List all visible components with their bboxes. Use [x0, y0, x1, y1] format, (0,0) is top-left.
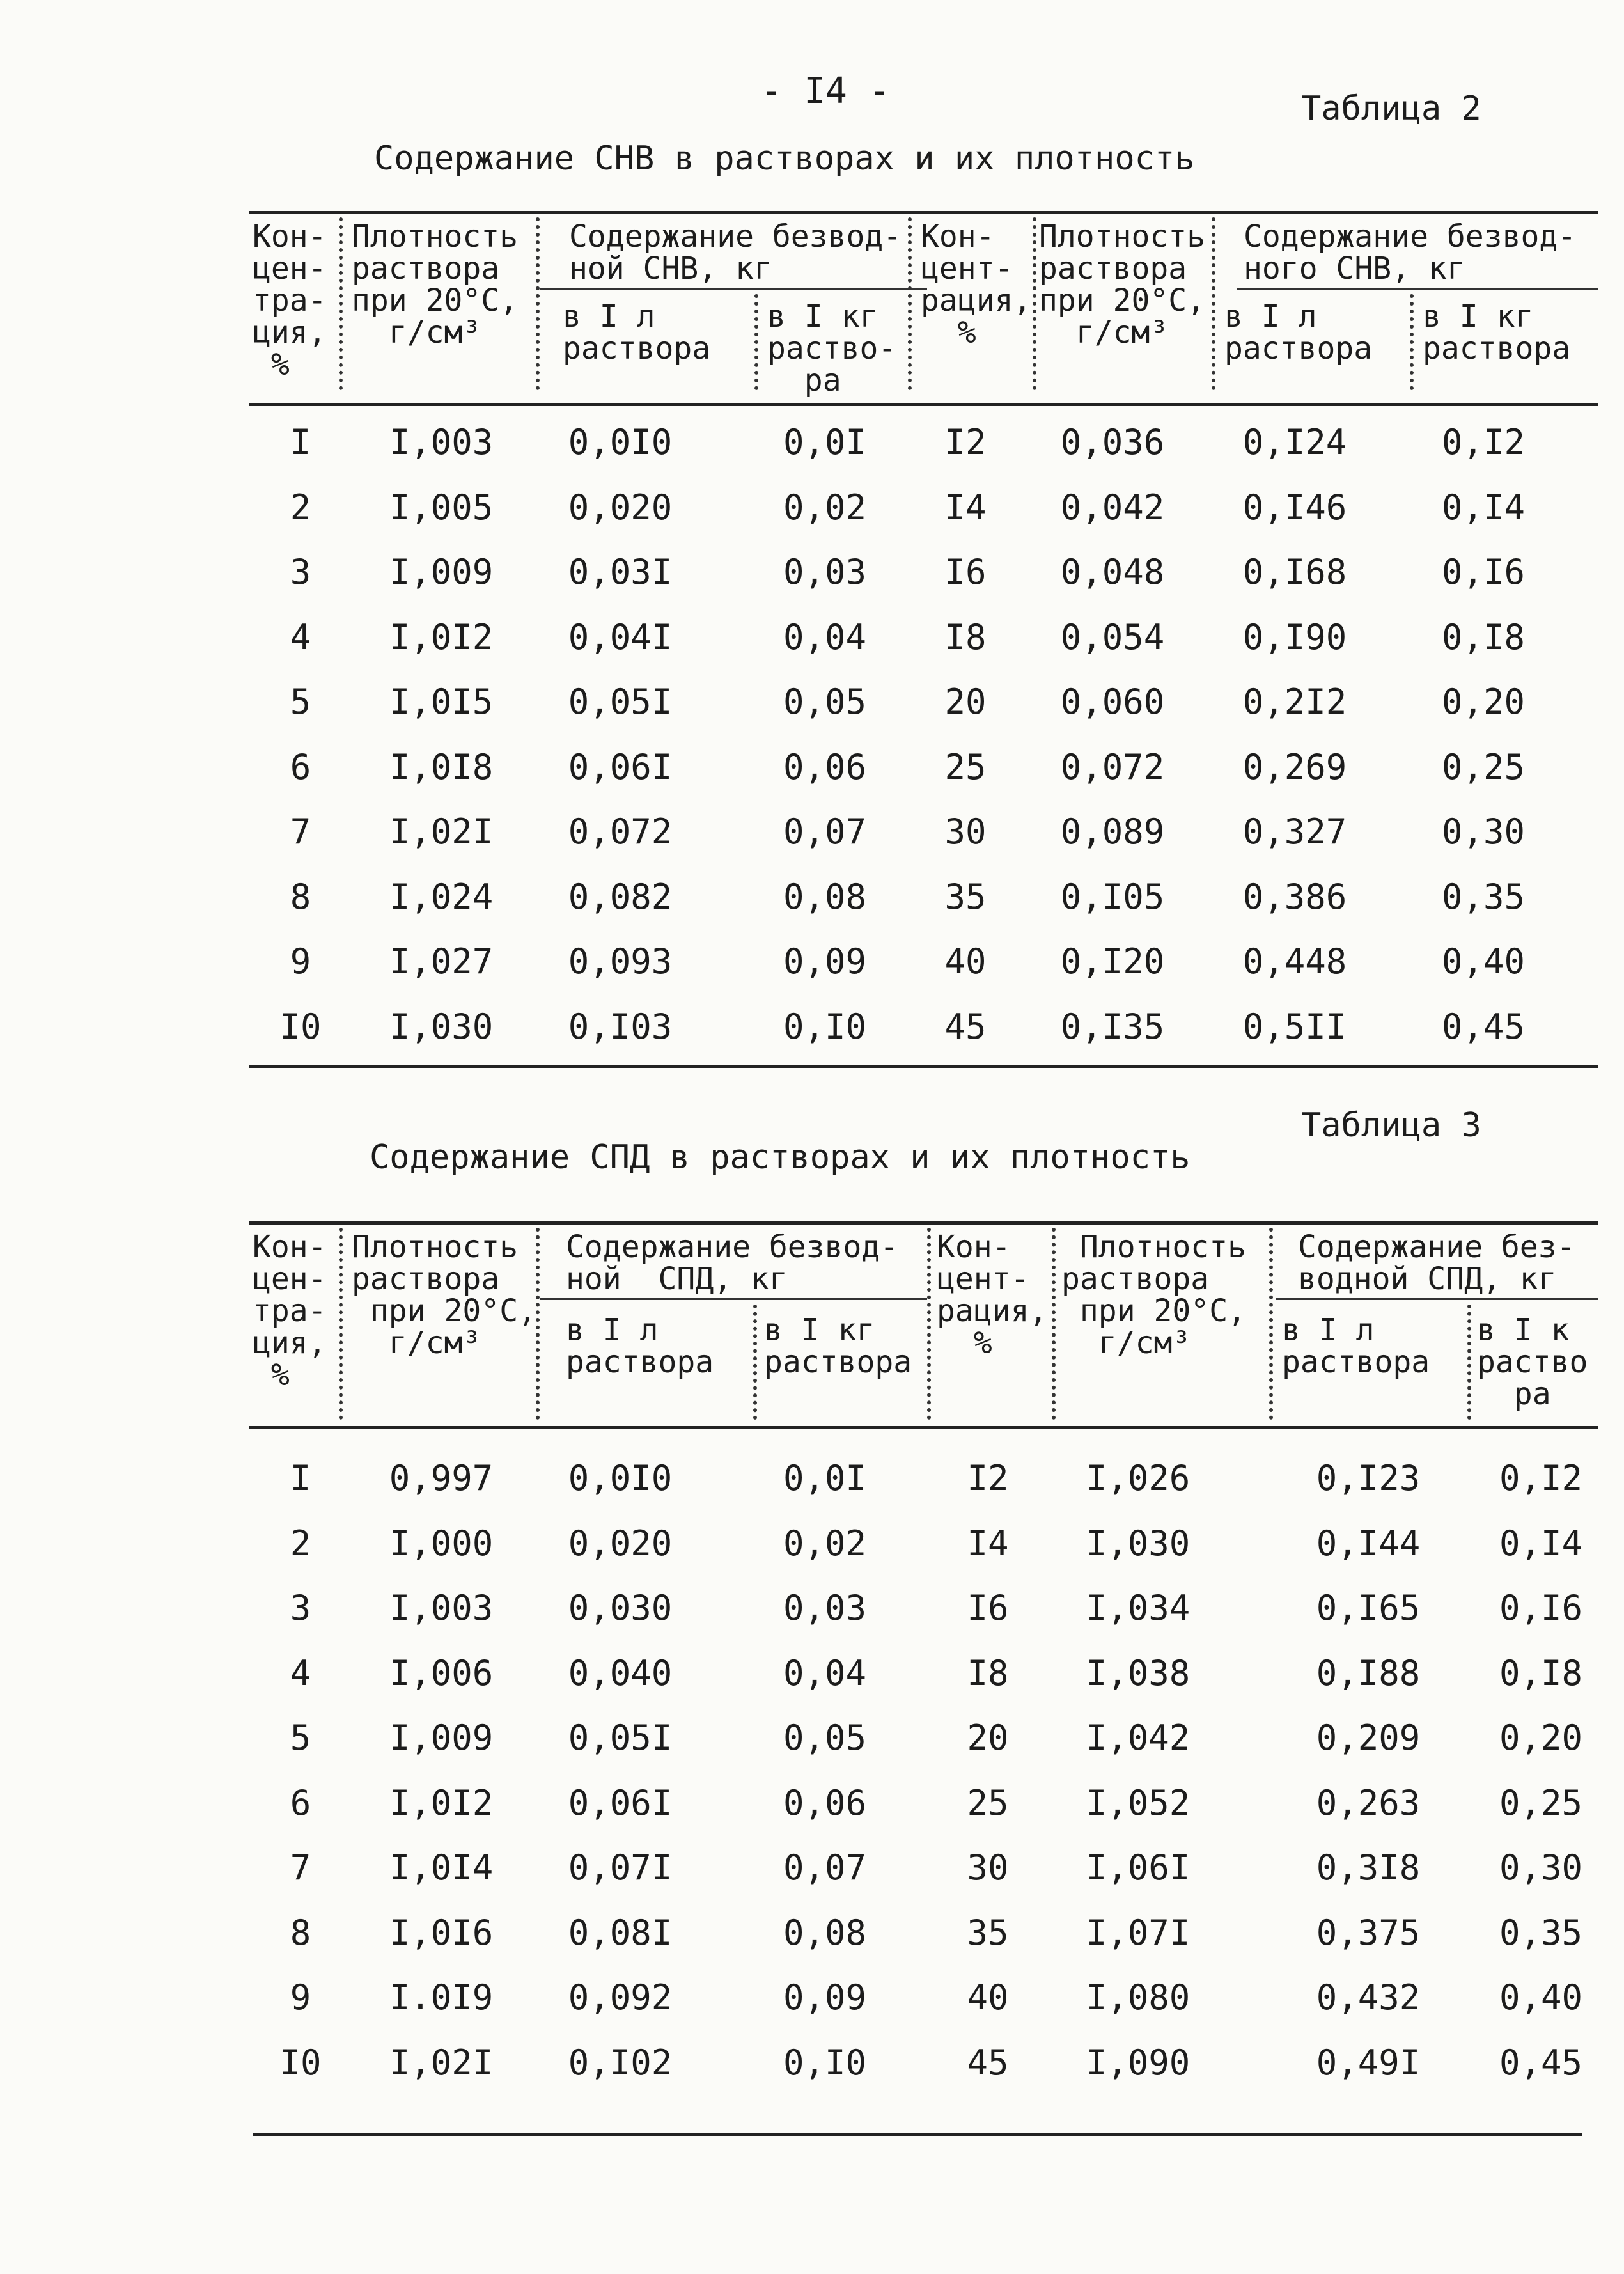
- table-cell: 0,I8: [1499, 1652, 1583, 1693]
- table-cell: 0,05I: [568, 1718, 673, 1758]
- table-3-title: Содержание СПД в растворах и их плотность: [370, 1138, 1191, 1177]
- table-cell: I,02I: [389, 2042, 494, 2083]
- table-cell: 0,I6: [1499, 1588, 1583, 1628]
- table-cell: 0,49I: [1316, 2042, 1421, 2083]
- table-cell: 0,I2: [1499, 1458, 1583, 1498]
- table-2-col-divider: [908, 217, 912, 390]
- table-cell: 0,040: [568, 1652, 673, 1693]
- table-2-header-concentration: Кон- цен- тра- ция, %: [253, 219, 327, 382]
- table-cell: 5: [290, 1718, 311, 1758]
- table-cell: I,0I2: [389, 1782, 494, 1823]
- table-cell: 0,I0: [783, 1006, 867, 1047]
- table-cell: 40: [967, 1977, 1009, 2018]
- table-cell: 0,0I: [783, 1458, 867, 1498]
- table-cell: I,027: [389, 941, 494, 982]
- page-number: - I4 -: [761, 70, 891, 112]
- table-cell: 0,072: [568, 812, 673, 852]
- table-cell: I,034: [1086, 1588, 1191, 1628]
- table-cell: 0,07I: [568, 1847, 673, 1888]
- table-cell: 25: [944, 746, 987, 787]
- table-cell: I0: [279, 2042, 322, 2083]
- table-cell: 0,04: [783, 616, 867, 657]
- table-cell: 0,04I: [568, 616, 673, 657]
- table-cell: 8: [290, 876, 311, 917]
- table-cell: 0,386: [1242, 876, 1347, 917]
- table-cell: 20: [967, 1718, 1009, 1758]
- table-2-header-per-liter: в I л раствора: [563, 299, 711, 366]
- table-2-header-content-group: Содержание безвод- ной СНВ, кг: [569, 219, 902, 286]
- table-cell: 0,036: [1060, 422, 1165, 462]
- table-3-header-density-2: Плотность раствора при 20°С, г/см³: [1061, 1229, 1246, 1361]
- table-cell: I,090: [1086, 2042, 1191, 2083]
- table-cell: 0,I46: [1242, 487, 1347, 528]
- table-cell: 0,I44: [1316, 1523, 1421, 1564]
- table-cell: 0,I2: [1441, 422, 1526, 462]
- table-cell: 5: [290, 682, 311, 722]
- table-2-title: Содержание СНВ в растворах и их плотность: [374, 139, 1195, 178]
- table-cell: 0,0I: [783, 422, 867, 462]
- table-cell: 0,I24: [1242, 422, 1347, 462]
- table-3-bottom-rule: [253, 2133, 1582, 2136]
- table-cell: 9: [290, 1977, 311, 2018]
- table-cell: 3: [290, 1588, 311, 1628]
- table-cell: I,02I: [389, 812, 494, 852]
- table-2-header-per-kg-2: в I кг раствора: [1423, 299, 1571, 366]
- table-cell: 4: [290, 1652, 311, 1693]
- table-cell: 0,3I8: [1316, 1847, 1421, 1888]
- table-cell: 30: [967, 1847, 1009, 1888]
- table-2-col-divider: [1410, 294, 1414, 390]
- table-cell: 0,45: [1499, 2042, 1583, 2083]
- table-cell: 0,030: [568, 1588, 673, 1628]
- table-cell: 0,08: [783, 876, 867, 917]
- table-3-subheader-rule-right: [1276, 1298, 1598, 1300]
- table-2-header-density-2: Плотность раствора при 20°С, г/см³: [1039, 219, 1206, 350]
- table-cell: 0,042: [1060, 487, 1165, 528]
- table-cell: 0,25: [1441, 746, 1526, 787]
- table-cell: I,07I: [1086, 1912, 1191, 1953]
- table-cell: 0,09: [783, 1977, 867, 2018]
- table-cell: I,003: [389, 1588, 494, 1628]
- table-2-header-bottom-rule: [249, 403, 1598, 406]
- table-3-col-divider: [1269, 1228, 1273, 1420]
- table-cell: I,052: [1086, 1782, 1191, 1823]
- table-3-col-divider: [1052, 1228, 1056, 1420]
- table-cell: 0,2I2: [1242, 682, 1347, 722]
- table-cell: 25: [967, 1782, 1009, 1823]
- table-cell: I,042: [1086, 1718, 1191, 1758]
- table-cell: I: [290, 422, 311, 462]
- table-cell: 0,060: [1060, 682, 1165, 722]
- table-cell: 0,072: [1060, 746, 1165, 787]
- table-cell: 9: [290, 941, 311, 982]
- table-cell: 0,054: [1060, 616, 1165, 657]
- table-3-header-per-liter: в I л раствора: [566, 1312, 714, 1380]
- table-cell: 0,092: [568, 1977, 673, 2018]
- table-cell: I,0I4: [389, 1847, 494, 1888]
- table-cell: I,026: [1086, 1458, 1191, 1498]
- table-3-header-concentration-2: Кон- цент- рация, %: [937, 1229, 1048, 1361]
- table-cell: 0,I20: [1060, 941, 1165, 982]
- table-2-bottom-rule: [249, 1065, 1598, 1068]
- table-3-header-per-kg-2: в I к раство ра: [1477, 1312, 1588, 1412]
- table-cell: I,006: [389, 1652, 494, 1693]
- table-cell: 0,432: [1316, 1977, 1421, 2018]
- table-cell: 0,08I: [568, 1912, 673, 1953]
- table-cell: I,080: [1086, 1977, 1191, 2018]
- table-cell: 0,40: [1499, 1977, 1583, 2018]
- table-cell: 0,I65: [1316, 1588, 1421, 1628]
- table-cell: 4: [290, 616, 311, 657]
- table-cell: 0,5II: [1242, 1006, 1347, 1047]
- table-cell: 0,0I0: [568, 422, 673, 462]
- table-cell: 0,07: [783, 1847, 867, 1888]
- table-cell: 0,02: [783, 1523, 867, 1564]
- table-cell: I,0I8: [389, 746, 494, 787]
- table-cell: 0,I0: [783, 2042, 867, 2083]
- table-cell: 0,I4: [1499, 1523, 1583, 1564]
- table-cell: 0,20: [1499, 1718, 1583, 1758]
- table-cell: 0,209: [1316, 1718, 1421, 1758]
- table-cell: 6: [290, 746, 311, 787]
- table-cell: I,000: [389, 1523, 494, 1564]
- table-cell: 0,02: [783, 487, 867, 528]
- table-cell: 45: [967, 2042, 1009, 2083]
- table-cell: 0,048: [1060, 552, 1165, 592]
- table-cell: I,030: [1086, 1523, 1191, 1564]
- table-cell: I,003: [389, 422, 494, 462]
- table-2-col-divider: [1212, 217, 1215, 390]
- table-cell: 2: [290, 1523, 311, 1564]
- table-cell: 0,375: [1316, 1912, 1421, 1953]
- table-3-col-divider: [339, 1228, 343, 1420]
- table-cell: I,030: [389, 1006, 494, 1047]
- table-cell: 0,05: [783, 682, 867, 722]
- table-cell: 0,I6: [1441, 552, 1526, 592]
- table-cell: 0,020: [568, 487, 673, 528]
- table-3-top-rule: [249, 1221, 1598, 1225]
- table-cell: I: [290, 1458, 311, 1498]
- table-cell: I0: [279, 1006, 322, 1047]
- table-cell: I,005: [389, 487, 494, 528]
- table-cell: 0,I02: [568, 2042, 673, 2083]
- table-2-header-per-liter-2: в I л раствора: [1224, 299, 1373, 366]
- table-cell: I,009: [389, 1718, 494, 1758]
- table-cell: 0,06: [783, 1782, 867, 1823]
- table-cell: 7: [290, 812, 311, 852]
- table-cell: 0,30: [1499, 1847, 1583, 1888]
- table-2-col-divider: [754, 294, 758, 390]
- table-cell: 0,020: [568, 1523, 673, 1564]
- table-cell: 0,35: [1441, 876, 1526, 917]
- table-cell: I2: [944, 422, 987, 462]
- table-3-col-divider: [927, 1228, 931, 1420]
- table-cell: 7: [290, 1847, 311, 1888]
- table-3-header-per-kg: в I кг раствора: [764, 1312, 912, 1380]
- table-cell: I4: [967, 1523, 1009, 1564]
- table-2-header-concentration-2: Кон- цент- рация, %: [921, 219, 1032, 350]
- table-cell: 0,089: [1060, 812, 1165, 852]
- table-cell: I4: [944, 487, 987, 528]
- table-cell: I,06I: [1086, 1847, 1191, 1888]
- table-cell: 0,I4: [1441, 487, 1526, 528]
- table-2-header-density: Плотность раствора при 20°С, г/см³: [352, 219, 519, 350]
- table-cell: 30: [944, 812, 987, 852]
- table-cell: 0,06: [783, 746, 867, 787]
- table-cell: I6: [944, 552, 987, 592]
- table-cell: 0,I68: [1242, 552, 1347, 592]
- table-2-subheader-rule-right: [1237, 288, 1598, 290]
- table-cell: 0,263: [1316, 1782, 1421, 1823]
- table-2-col-divider: [1033, 217, 1036, 390]
- table-2-subheader-rule-left: [540, 288, 927, 290]
- table-cell: 40: [944, 941, 987, 982]
- table-cell: I,009: [389, 552, 494, 592]
- table-cell: 0,I23: [1316, 1458, 1421, 1498]
- table-cell: 0,I35: [1060, 1006, 1165, 1047]
- table-3-header-bottom-rule: [249, 1426, 1598, 1429]
- table-cell: 0,082: [568, 876, 673, 917]
- table-2-label: Таблица 2: [1301, 90, 1481, 128]
- table-3-header-content-group: Содержание безвод- ной СПД, кг: [566, 1229, 899, 1297]
- table-2-col-divider: [339, 217, 343, 390]
- table-cell: 0,997: [389, 1458, 494, 1498]
- table-cell: I,0I6: [389, 1912, 494, 1953]
- table-cell: 0,06I: [568, 1782, 673, 1823]
- table-3-header-density: Плотность раствора при 20°С, г/см³: [352, 1229, 536, 1361]
- table-cell: 3: [290, 552, 311, 592]
- table-cell: 35: [967, 1912, 1009, 1953]
- table-cell: 35: [944, 876, 987, 917]
- table-2-header-per-kg: в I кг раство- ра: [767, 299, 897, 398]
- table-cell: I.0I9: [389, 1977, 494, 2018]
- table-cell: 0,04: [783, 1652, 867, 1693]
- table-cell: I,038: [1086, 1652, 1191, 1693]
- table-2-top-rule: [249, 211, 1598, 214]
- table-cell: I,024: [389, 876, 494, 917]
- table-2-col-divider: [536, 217, 540, 390]
- table-cell: I2: [967, 1458, 1009, 1498]
- table-cell: 0,05I: [568, 682, 673, 722]
- table-cell: I8: [944, 616, 987, 657]
- table-cell: 2: [290, 487, 311, 528]
- table-cell: 0,I88: [1316, 1652, 1421, 1693]
- table-cell: 6: [290, 1782, 311, 1823]
- table-3-header-per-liter-2: в I л раствора: [1282, 1312, 1430, 1380]
- table-cell: 0,40: [1441, 941, 1526, 982]
- table-cell: 0,I03: [568, 1006, 673, 1047]
- table-cell: 0,I05: [1060, 876, 1165, 917]
- table-cell: 0,269: [1242, 746, 1347, 787]
- table-2-header-content-group-2: Содержание безвод- ного СНВ, кг: [1244, 219, 1577, 286]
- table-3-col-divider: [1467, 1305, 1471, 1420]
- table-cell: 0,25: [1499, 1782, 1583, 1823]
- table-cell: I,0I5: [389, 682, 494, 722]
- table-cell: 45: [944, 1006, 987, 1047]
- table-3-col-divider: [753, 1305, 757, 1420]
- table-cell: 0,06I: [568, 746, 673, 787]
- table-cell: 0,I90: [1242, 616, 1347, 657]
- table-cell: 0,327: [1242, 812, 1347, 852]
- table-cell: 0,03: [783, 552, 867, 592]
- table-cell: 0,20: [1441, 682, 1526, 722]
- table-cell: 0,30: [1441, 812, 1526, 852]
- table-cell: 0,45: [1441, 1006, 1526, 1047]
- table-cell: 0,07: [783, 812, 867, 852]
- table-3-subheader-rule-left: [540, 1298, 927, 1300]
- table-cell: 8: [290, 1912, 311, 1953]
- table-cell: I,0I2: [389, 616, 494, 657]
- table-cell: I8: [967, 1652, 1009, 1693]
- table-cell: I6: [967, 1588, 1009, 1628]
- table-cell: 0,I8: [1441, 616, 1526, 657]
- table-cell: 0,35: [1499, 1912, 1583, 1953]
- table-cell: 0,09: [783, 941, 867, 982]
- table-cell: 0,05: [783, 1718, 867, 1758]
- table-3-header-content-group-2: Содержание без- водной СПД, кг: [1298, 1229, 1575, 1297]
- table-cell: 20: [944, 682, 987, 722]
- table-cell: 0,08: [783, 1912, 867, 1953]
- table-cell: 0,0I0: [568, 1458, 673, 1498]
- table-3-header-concentration: Кон- цен- тра- ция, %: [253, 1229, 327, 1393]
- table-cell: 0,03I: [568, 552, 673, 592]
- table-cell: 0,448: [1242, 941, 1347, 982]
- table-cell: 0,093: [568, 941, 673, 982]
- table-cell: 0,03: [783, 1588, 867, 1628]
- table-3-label: Таблица 3: [1301, 1106, 1481, 1145]
